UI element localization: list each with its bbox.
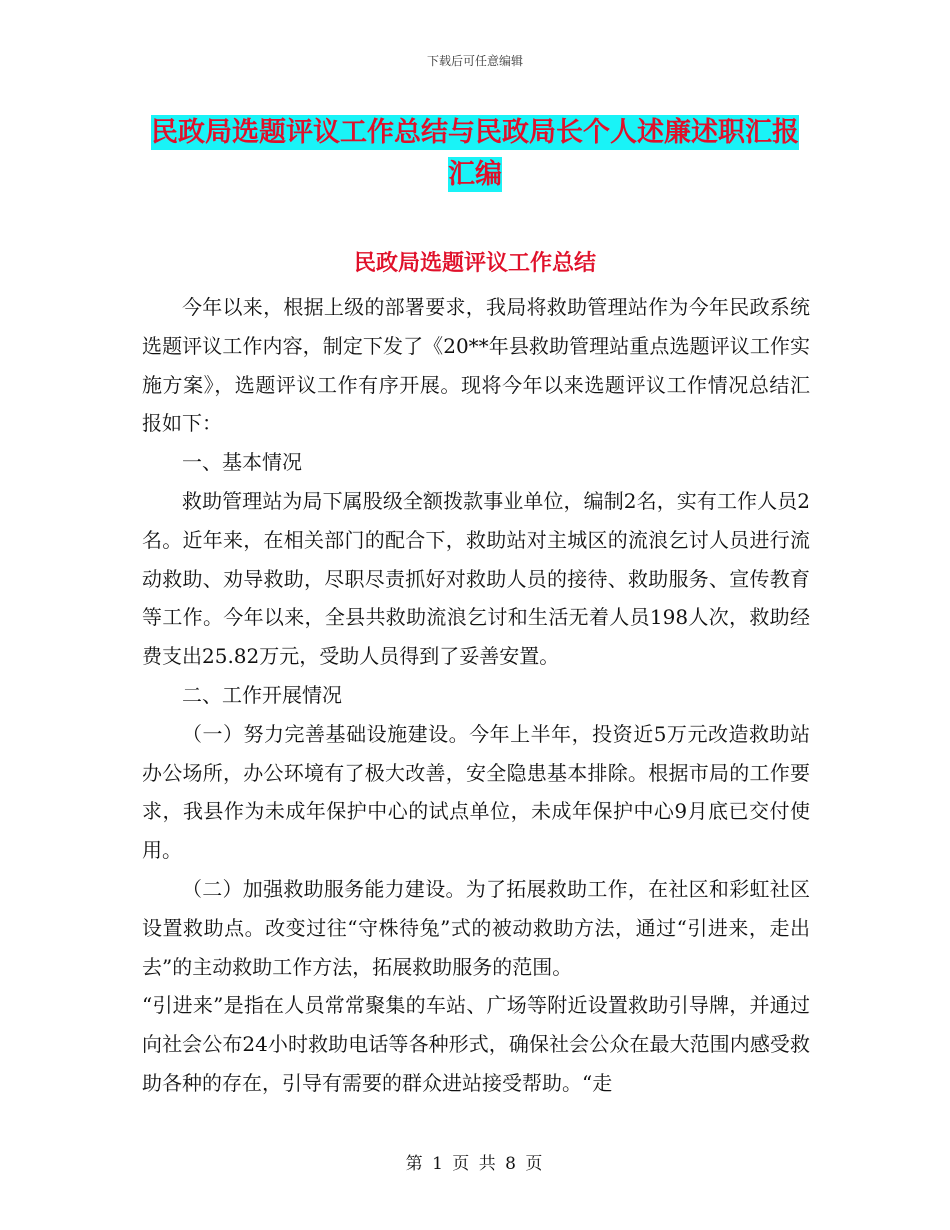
paragraph-basic-situation: 救助管理站为局下属股级全额拨款事业单位，编制2名，实有工作人员2名。近年来，在相关部门的配合下，救助站对主城区的流浪乞讨人员进行流动救助、劝导救助，尽职尽责抓好对救助人员的接待、救助服务、宣传教育等工作。今年以来，全县共救助流浪乞讨和生活无着人员198人次，救助经费支出25.82万元，受助人员得到了妥善安置。	[142, 488, 810, 669]
page-header-note: 下载后可任意编辑	[426, 54, 523, 68]
heading-basic-situation: 一、基本情况	[182, 450, 302, 475]
paragraph-infrastructure: （一）努力完善基础设施建设。今年上半年，投资近5万元改造救助站办公场所，办公环境有了极大改善，安全隐患基本排除。根据市局的工作要求，我县作为未成年保护中心的试点单位，未成年保护中心9月底已交付使用。	[142, 721, 810, 863]
document-title	[140, 112, 810, 196]
section-title: 民政局选题评议工作总结	[353, 250, 596, 276]
heading-work-progress: 二、工作开展情况	[182, 682, 342, 707]
paragraph-bring-in: “引进来”是指在人员常常聚集的车站、广场等附近设置救助引导牌，并通过向社会公布24小时救助电话等各种形式，确保社会公众在最大范围内感受救助各种的存在，引导有需要的群众进站接受帮助。“走	[142, 993, 810, 1095]
paragraph-intro: 今年以来，根据上级的部署要求，我局将救助管理站作为今年民政系统选题评议工作内容，制定下发了《20**年县救助管理站重点选题评议工作实施方案》，选题评议工作有序开展。现将今年以来选题评议工作情况总结汇报如下：	[142, 295, 810, 436]
paragraph-service-capacity: （二）加强救助服务能力建设。为了拓展救助工作，在社区和彩虹社区设置救助点。改变过往“守株待兔”式的被动救助方法，通过“引进来，走出去”的主动救助工作方法，拓展救助服务的范围。	[142, 876, 810, 979]
document-body	[142, 288, 810, 1103]
page-number-footer: 第 1 页 共 8 页	[405, 1154, 545, 1174]
document-title-text: 民政局选题评议工作总结与民政局长个人述廉述职汇报汇编	[151, 117, 799, 190]
